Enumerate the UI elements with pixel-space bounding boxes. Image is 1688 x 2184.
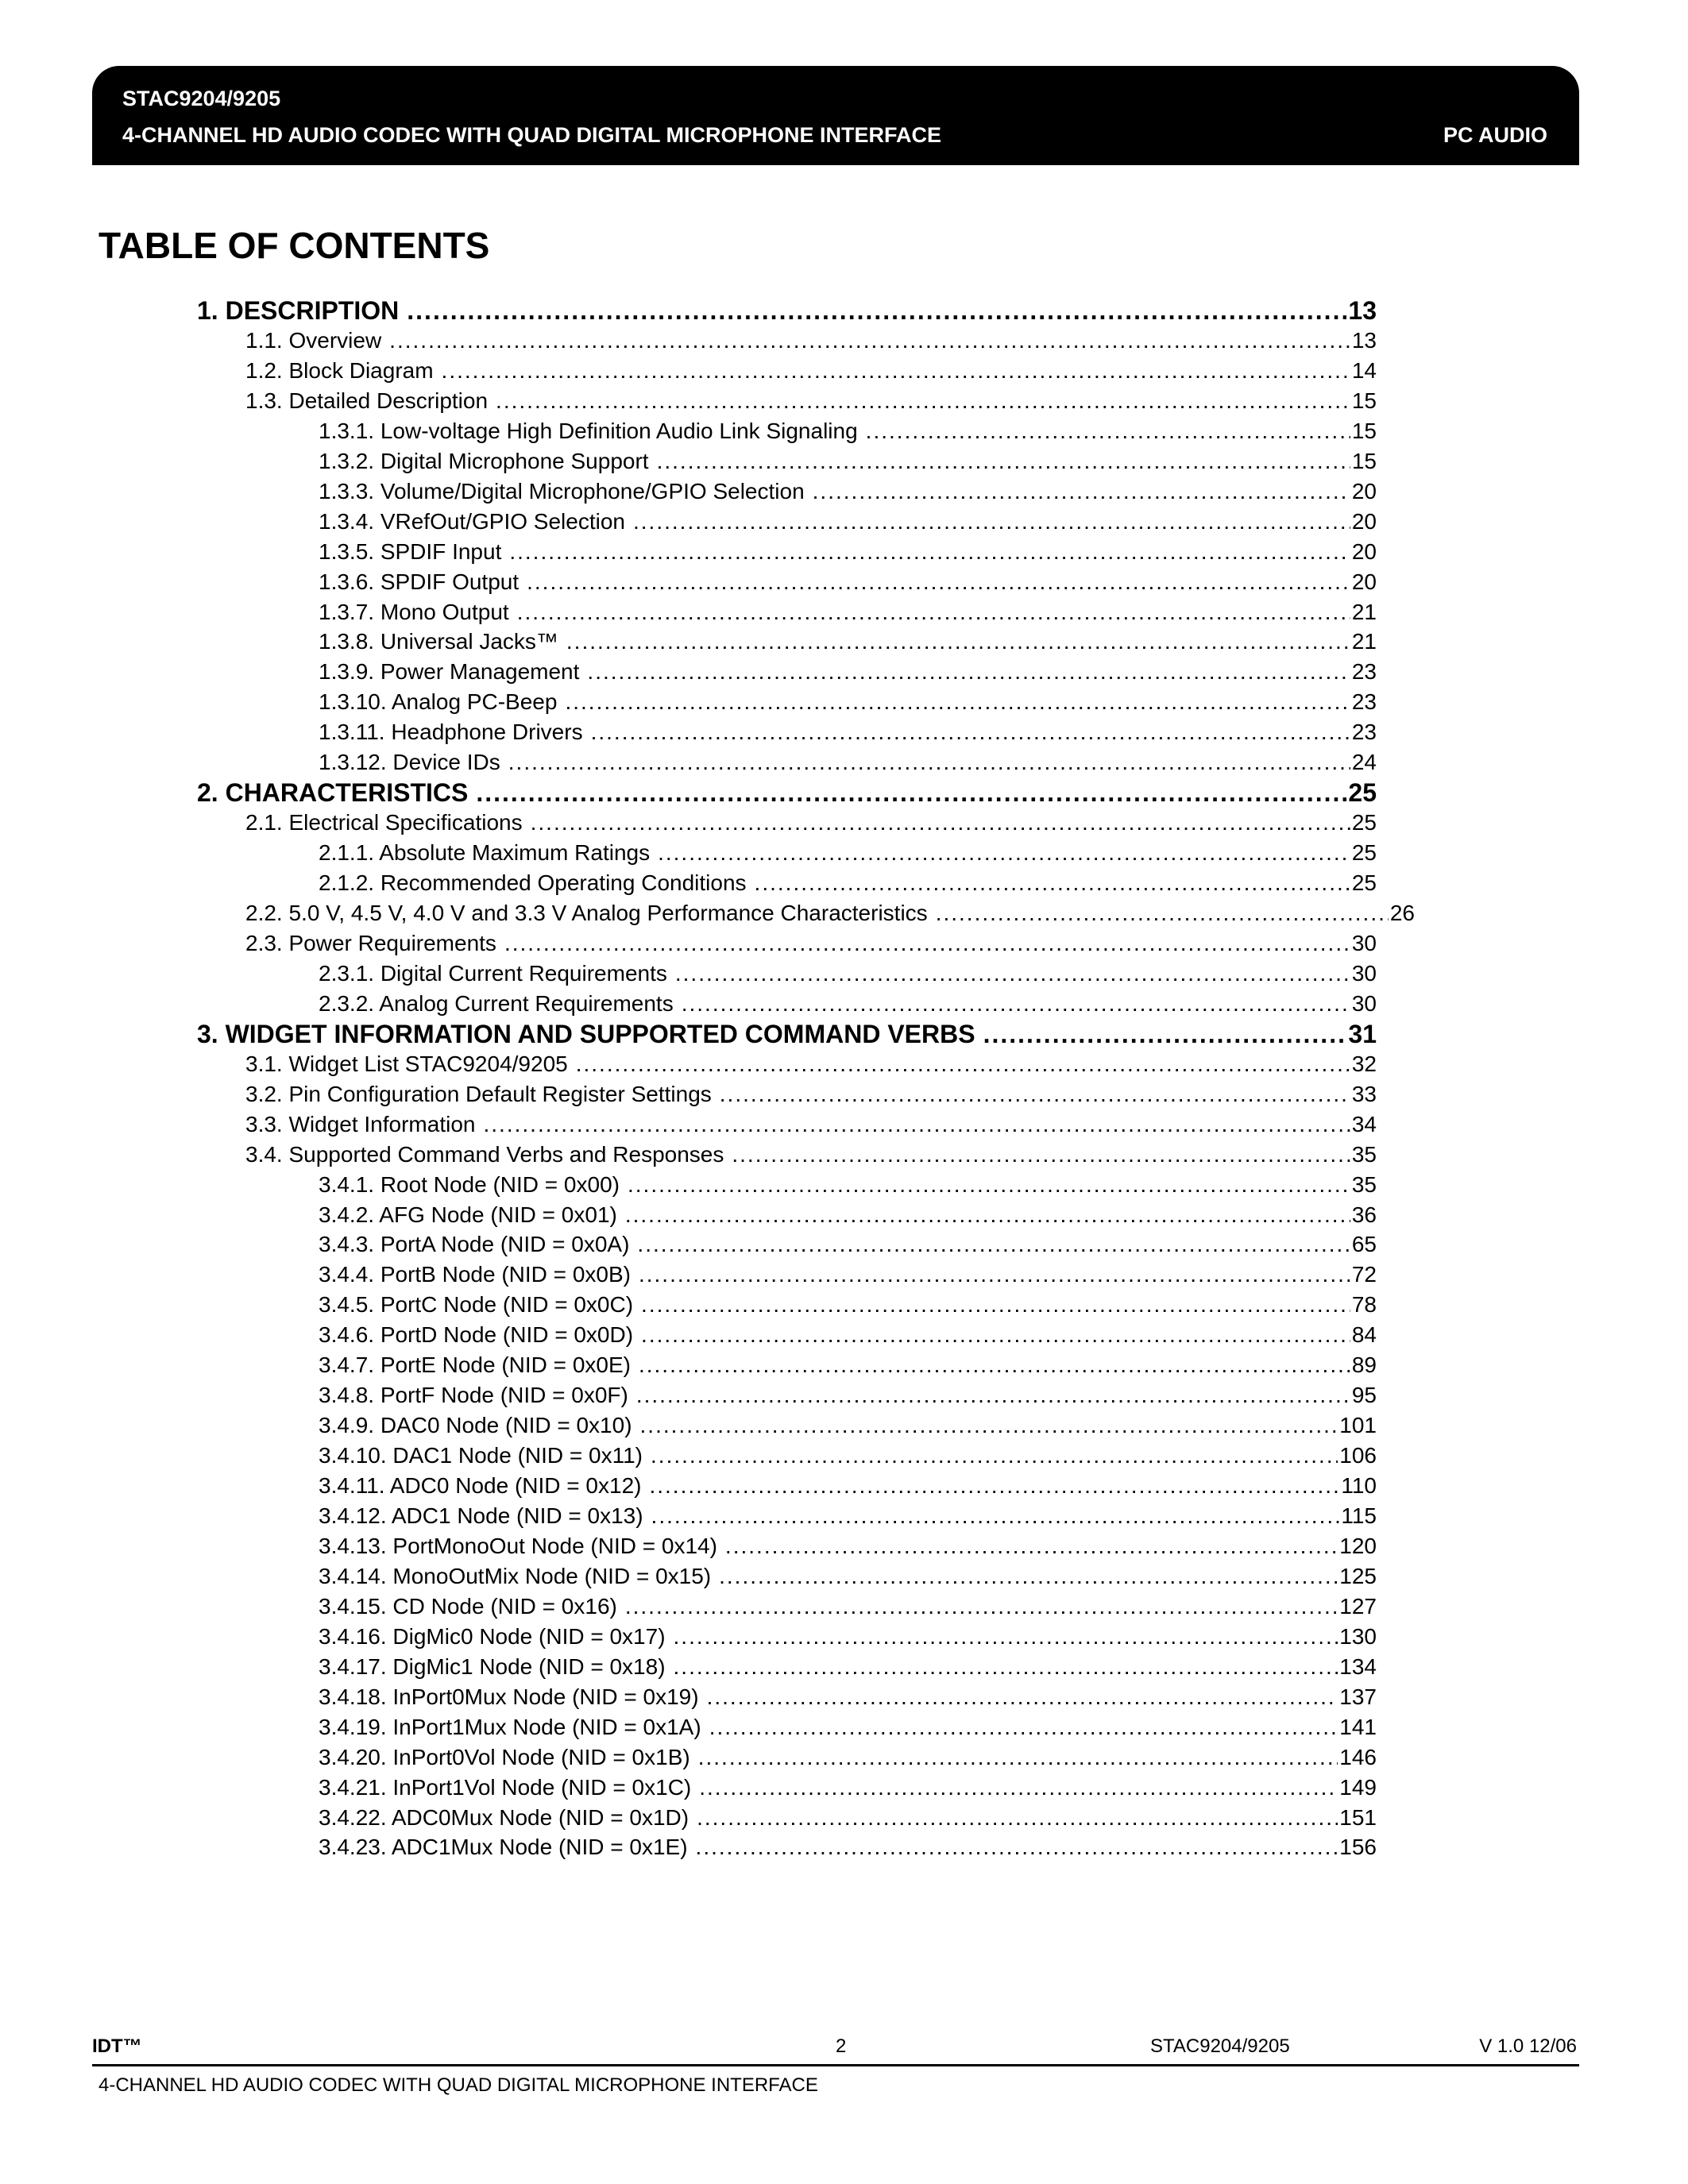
footer-divider bbox=[92, 2064, 1579, 2066]
toc-leader-dots bbox=[565, 687, 1350, 717]
toc-entry-label: 3.4.22. ADC0Mux Node (NID = 0x1D) bbox=[319, 1804, 689, 1830]
toc-entry[interactable] bbox=[319, 1441, 1377, 1471]
toc-leader-dots bbox=[707, 1682, 1338, 1712]
toc-entry-page: 125 bbox=[1339, 1563, 1377, 1588]
toc-entry[interactable] bbox=[319, 446, 1377, 477]
toc-leader-dots bbox=[587, 657, 1350, 687]
toc-entry-page: 15 bbox=[1351, 388, 1377, 413]
toc-leader-dots bbox=[504, 928, 1350, 959]
toc-entry[interactable] bbox=[319, 989, 1377, 1019]
toc-entry-label: 3.2. Pin Configuration Default Register Settings bbox=[245, 1081, 712, 1106]
toc-entry[interactable] bbox=[319, 687, 1377, 717]
toc-entry[interactable] bbox=[319, 1622, 1377, 1652]
toc-leader-dots bbox=[576, 1049, 1350, 1079]
toc-entry-page: 13 bbox=[1351, 327, 1377, 353]
toc-entry-page: 25 bbox=[1351, 810, 1377, 835]
toc-entry-label: 3.4.3. PortA Node (NID = 0x0A) bbox=[319, 1232, 630, 1257]
footer-subtitle: 4-CHANNEL HD AUDIO CODEC WITH QUAD DIGITAL MICROPHONE INTERFACE bbox=[98, 2074, 818, 2096]
toc-entry[interactable] bbox=[245, 1079, 1377, 1109]
toc-entry[interactable] bbox=[197, 1019, 1377, 1049]
toc-entry[interactable] bbox=[319, 1742, 1377, 1773]
toc-entry-page: 65 bbox=[1351, 1232, 1377, 1257]
header-category: PC AUDIO bbox=[1443, 123, 1547, 147]
toc-leader-dots bbox=[697, 1803, 1338, 1833]
toc-entry[interactable] bbox=[197, 778, 1377, 808]
toc-entry-page: 110 bbox=[1341, 1473, 1377, 1499]
toc-entry-page: 78 bbox=[1351, 1292, 1377, 1318]
toc-entry-label: 2.2. 5.0 V, 4.5 V, 4.0 V and 3.3 V Analog Performance Characteristics bbox=[245, 901, 928, 925]
toc-leader-dots bbox=[732, 1140, 1350, 1170]
toc-entry[interactable] bbox=[319, 1320, 1377, 1350]
toc-leader-dots bbox=[625, 1200, 1350, 1230]
toc-entry[interactable] bbox=[319, 1471, 1377, 1501]
toc-entry[interactable] bbox=[245, 1109, 1377, 1140]
toc-entry-label: 1.3.1. Low-voltage High Definition Audio Link Signaling bbox=[319, 418, 858, 443]
toc-entry[interactable] bbox=[319, 1380, 1377, 1410]
toc-leader-dots bbox=[531, 808, 1350, 838]
header-subtitle: 4-CHANNEL HD AUDIO CODEC WITH QUAD DIGITAL MICROPHONE INTERFACE bbox=[122, 123, 942, 147]
toc-entry-page: 15 bbox=[1351, 418, 1377, 443]
toc-entry-page: 34 bbox=[1351, 1111, 1377, 1136]
toc-entry-label: 2. CHARACTERISTICS bbox=[197, 778, 469, 808]
toc-leader-dots bbox=[476, 778, 1346, 808]
toc-entry-label: 3.4.16. DigMic0 Node (NID = 0x17) bbox=[319, 1623, 666, 1649]
toc-entry-page: 25 bbox=[1351, 870, 1377, 896]
toc-entry-label: 3.4.1. Root Node (NID = 0x00) bbox=[319, 1171, 620, 1197]
footer-part-number: STAC9204/9205 bbox=[1150, 2035, 1290, 2057]
toc-entry-page: 141 bbox=[1339, 1714, 1377, 1739]
toc-entry-page: 20 bbox=[1351, 538, 1377, 564]
page-title: TABLE OF CONTENTS bbox=[98, 225, 490, 266]
toc-entry-label: 3.4.17. DigMic1 Node (NID = 0x18) bbox=[319, 1653, 666, 1679]
toc-entry[interactable] bbox=[319, 1410, 1377, 1441]
toc-leader-dots bbox=[625, 1592, 1338, 1622]
toc-entry-page: 15 bbox=[1351, 448, 1377, 473]
toc-leader-dots bbox=[720, 1079, 1350, 1109]
toc-entry-label: 1.1. Overview bbox=[245, 327, 382, 353]
toc-entry[interactable] bbox=[319, 1531, 1377, 1561]
toc-leader-dots bbox=[699, 1773, 1338, 1803]
toc-entry-label: 3.4.8. PortF Node (NID = 0x0F) bbox=[319, 1383, 628, 1408]
toc-entry-page: 120 bbox=[1339, 1533, 1377, 1558]
toc-entry-page: 14 bbox=[1351, 357, 1377, 383]
toc-entry-label: 3.4.14. MonoOutMix Node (NID = 0x15) bbox=[319, 1563, 712, 1588]
toc-entry-page: 26 bbox=[1389, 901, 1415, 925]
toc-entry-label: 1.2. Block Diagram bbox=[245, 357, 434, 383]
toc-entry-page: 30 bbox=[1351, 960, 1377, 986]
footer-company: IDT™ bbox=[92, 2035, 142, 2057]
toc-leader-dots bbox=[725, 1531, 1338, 1561]
toc-entry-label: 3.4.2. AFG Node (NID = 0x01) bbox=[319, 1202, 617, 1227]
toc-entry-label: 3.4.12. ADC1 Node (NID = 0x13) bbox=[319, 1503, 643, 1528]
header-bar bbox=[92, 66, 1579, 165]
toc-entry[interactable] bbox=[319, 1260, 1377, 1290]
toc-leader-dots bbox=[566, 627, 1350, 657]
toc-entry-page: 156 bbox=[1339, 1835, 1377, 1860]
toc-entry[interactable] bbox=[319, 1561, 1377, 1592]
toc-entry-page: 106 bbox=[1339, 1443, 1377, 1468]
toc-entry[interactable] bbox=[319, 1773, 1377, 1803]
toc-entry-page: 151 bbox=[1339, 1804, 1377, 1830]
toc-entry[interactable] bbox=[319, 537, 1377, 567]
toc-entry-page: 31 bbox=[1348, 1019, 1377, 1048]
toc-entry-label: 3.4.13. PortMonoOut Node (NID = 0x14) bbox=[319, 1533, 717, 1558]
toc-entry-label: 2.1.2. Recommended Operating Conditions bbox=[319, 870, 747, 896]
toc-entry-label: 1.3.3. Volume/Digital Microphone/GPIO Selection bbox=[319, 478, 805, 504]
toc-entry-label: 3.4.6. PortD Node (NID = 0x0D) bbox=[319, 1322, 634, 1348]
toc-leader-dots bbox=[674, 1652, 1338, 1682]
toc-entry-page: 23 bbox=[1351, 689, 1377, 715]
toc-entry[interactable] bbox=[319, 1170, 1377, 1200]
toc-entry-page: 25 bbox=[1351, 840, 1377, 866]
toc-entry[interactable] bbox=[319, 416, 1377, 446]
toc-entry-label: 3.4.9. DAC0 Node (NID = 0x10) bbox=[319, 1413, 632, 1438]
toc-entry[interactable] bbox=[319, 1803, 1377, 1833]
toc-entry-page: 146 bbox=[1339, 1744, 1377, 1769]
toc-entry[interactable] bbox=[319, 1501, 1377, 1531]
toc-leader-dots bbox=[641, 1290, 1350, 1320]
toc-entry-page: 24 bbox=[1351, 750, 1377, 775]
toc-entry[interactable] bbox=[319, 1652, 1377, 1682]
toc-entry-page: 84 bbox=[1351, 1322, 1377, 1348]
header-part-number: STAC9204/9205 bbox=[122, 87, 281, 110]
toc-entry[interactable] bbox=[319, 747, 1377, 778]
toc-entry-label: 2.3.1. Digital Current Requirements bbox=[319, 960, 667, 986]
toc-leader-dots bbox=[682, 989, 1350, 1019]
toc-entry-label: 3.3. Widget Information bbox=[245, 1111, 476, 1136]
toc-leader-dots bbox=[719, 1561, 1338, 1592]
toc-leader-dots bbox=[698, 1742, 1338, 1773]
toc-entry[interactable] bbox=[245, 898, 1415, 928]
toc-leader-dots bbox=[866, 416, 1350, 446]
toc-entry[interactable] bbox=[319, 657, 1377, 687]
toc-entry-page: 23 bbox=[1351, 659, 1377, 685]
toc-entry-page: 13 bbox=[1348, 296, 1377, 325]
toc-entry-label: 3.4.19. InPort1Mux Node (NID = 0x1A) bbox=[319, 1714, 701, 1739]
footer-page-number: 2 bbox=[836, 2035, 847, 2057]
toc-entry-label: 2.3.2. Analog Current Requirements bbox=[319, 990, 674, 1016]
toc-leader-dots bbox=[675, 959, 1350, 989]
toc-entry[interactable] bbox=[319, 1350, 1377, 1380]
toc-leader-dots bbox=[442, 356, 1350, 386]
toc-entry-label: 1.3.12. Device IDs bbox=[319, 750, 500, 775]
toc-leader-dots bbox=[651, 1441, 1338, 1471]
toc-entry-page: 21 bbox=[1351, 629, 1377, 654]
toc-entry-label: 1. DESCRIPTION bbox=[197, 296, 400, 325]
toc-leader-dots bbox=[639, 1260, 1350, 1290]
toc-leader-dots bbox=[389, 326, 1350, 356]
toc-entry[interactable] bbox=[319, 597, 1377, 627]
toc-leader-dots bbox=[591, 717, 1350, 747]
toc-entry-label: 3.4. Supported Command Verbs and Responses bbox=[245, 1141, 724, 1167]
toc-entry-page: 127 bbox=[1339, 1593, 1377, 1619]
toc-entry-page: 130 bbox=[1339, 1623, 1377, 1649]
toc-entry-page: 35 bbox=[1351, 1141, 1377, 1167]
toc-entry-label: 1.3.7. Mono Output bbox=[319, 599, 509, 624]
toc-entry-label: 3.4.20. InPort0Vol Node (NID = 0x1B) bbox=[319, 1744, 690, 1769]
toc-entry-label: 2.1. Electrical Specifications bbox=[245, 810, 523, 835]
toc-leader-dots bbox=[628, 1170, 1350, 1200]
toc-entry-label: 3.4.10. DAC1 Node (NID = 0x11) bbox=[319, 1443, 643, 1468]
toc-entry[interactable] bbox=[319, 1229, 1377, 1260]
toc-entry[interactable] bbox=[319, 868, 1377, 898]
toc-entry-label: 2.3. Power Requirements bbox=[245, 930, 496, 955]
toc-entry[interactable] bbox=[319, 1200, 1377, 1230]
toc-leader-dots bbox=[639, 1350, 1350, 1380]
toc-entry-label: 3.4.18. InPort0Mux Node (NID = 0x19) bbox=[319, 1684, 699, 1709]
toc-entry-label: 3. WIDGET INFORMATION AND SUPPORTED COMMAND VERBS bbox=[197, 1019, 975, 1048]
toc-entry[interactable] bbox=[245, 1049, 1377, 1079]
toc-entry[interactable] bbox=[319, 1290, 1377, 1320]
toc-entry-page: 20 bbox=[1351, 478, 1377, 504]
toc-leader-dots bbox=[657, 446, 1350, 477]
toc-entry-page: 36 bbox=[1351, 1202, 1377, 1227]
toc-leader-dots bbox=[640, 1410, 1338, 1441]
toc-entry-label: 3.4.4. PortB Node (NID = 0x0B) bbox=[319, 1262, 631, 1287]
toc-entry-label: 1.3.2. Digital Microphone Support bbox=[319, 448, 649, 473]
toc-entry-page: 20 bbox=[1351, 508, 1377, 534]
toc-leader-dots bbox=[936, 898, 1389, 928]
toc-entry[interactable] bbox=[245, 356, 1377, 386]
toc-entry[interactable] bbox=[245, 928, 1377, 959]
toc-entry-page: 30 bbox=[1351, 930, 1377, 955]
toc-entry-label: 1.3. Detailed Description bbox=[245, 388, 489, 413]
toc-entry-label: 1.3.11. Headphone Drivers bbox=[319, 720, 583, 745]
toc-entry[interactable] bbox=[319, 717, 1377, 747]
toc-entry-label: 3.4.21. InPort1Vol Node (NID = 0x1C) bbox=[319, 1774, 692, 1800]
toc-leader-dots bbox=[527, 567, 1350, 597]
toc-leader-dots bbox=[483, 1109, 1350, 1140]
toc-entry-page: 32 bbox=[1351, 1051, 1377, 1076]
toc-leader-dots bbox=[633, 507, 1350, 537]
toc-entry-page: 23 bbox=[1351, 720, 1377, 745]
toc-entry-page: 30 bbox=[1351, 990, 1377, 1016]
toc-entry-page: 149 bbox=[1339, 1774, 1377, 1800]
toc-leader-dots bbox=[649, 1471, 1339, 1501]
toc-entry[interactable] bbox=[245, 326, 1377, 356]
toc-entry-page: 134 bbox=[1339, 1653, 1377, 1679]
footer-version: V 1.0 12/06 bbox=[1479, 2035, 1577, 2057]
toc-entry[interactable] bbox=[319, 838, 1377, 868]
toc-entry[interactable] bbox=[319, 1682, 1377, 1712]
toc-entry-page: 35 bbox=[1351, 1171, 1377, 1197]
toc-leader-dots bbox=[696, 1832, 1338, 1862]
toc-entry-label: 3.4.23. ADC1Mux Node (NID = 0x1E) bbox=[319, 1835, 688, 1860]
toc-entry-label: 3.4.7. PortE Node (NID = 0x0E) bbox=[319, 1352, 631, 1378]
toc-entry[interactable] bbox=[319, 1712, 1377, 1742]
toc-entry-page: 95 bbox=[1351, 1383, 1377, 1408]
toc-entry-page: 25 bbox=[1348, 778, 1377, 808]
toc-entry[interactable] bbox=[319, 507, 1377, 537]
toc-leader-dots bbox=[509, 537, 1350, 567]
toc-leader-dots bbox=[637, 1229, 1350, 1260]
toc-leader-dots bbox=[407, 295, 1346, 326]
toc-entry-label: 1.3.6. SPDIF Output bbox=[319, 569, 520, 594]
toc-entry-label: 3.4.15. CD Node (NID = 0x16) bbox=[319, 1593, 617, 1619]
toc-leader-dots bbox=[813, 477, 1350, 507]
toc-entry-page: 33 bbox=[1351, 1081, 1377, 1106]
toc-entry-page: 89 bbox=[1351, 1352, 1377, 1378]
toc-entry[interactable] bbox=[319, 477, 1377, 507]
toc-leader-dots bbox=[651, 1501, 1340, 1531]
toc-leader-dots bbox=[517, 597, 1350, 627]
toc-entry-label: 1.3.10. Analog PC-Beep bbox=[319, 689, 558, 715]
toc-entry[interactable] bbox=[245, 808, 1377, 838]
toc-entry[interactable] bbox=[319, 959, 1377, 989]
toc-entry-page: 72 bbox=[1351, 1262, 1377, 1287]
toc-leader-dots bbox=[508, 747, 1350, 778]
toc-leader-dots bbox=[641, 1320, 1350, 1350]
toc-entry-page: 101 bbox=[1339, 1413, 1377, 1438]
toc-entry-page: 20 bbox=[1351, 569, 1377, 594]
toc-entry-page: 115 bbox=[1341, 1503, 1377, 1528]
toc-entry[interactable] bbox=[319, 1592, 1377, 1622]
toc-entry[interactable] bbox=[319, 567, 1377, 597]
toc-entry-label: 1.3.8. Universal Jacks™ bbox=[319, 629, 558, 654]
toc-entry-page: 21 bbox=[1351, 599, 1377, 624]
toc-entry-page: 137 bbox=[1339, 1684, 1377, 1709]
toc-leader-dots bbox=[674, 1622, 1338, 1652]
toc-entry-label: 1.3.9. Power Management bbox=[319, 659, 580, 685]
toc-leader-dots bbox=[496, 386, 1350, 416]
toc-entry-label: 3.4.11. ADC0 Node (NID = 0x12) bbox=[319, 1473, 642, 1499]
toc-entry[interactable] bbox=[245, 386, 1377, 416]
toc-entry-label: 3.4.5. PortC Node (NID = 0x0C) bbox=[319, 1292, 634, 1318]
toc-entry-label: 1.3.4. VRefOut/GPIO Selection bbox=[319, 508, 625, 534]
toc-leader-dots bbox=[755, 868, 1350, 898]
toc-leader-dots bbox=[983, 1019, 1347, 1049]
toc-entry-label: 3.1. Widget List STAC9204/9205 bbox=[245, 1051, 568, 1076]
toc-leader-dots bbox=[658, 838, 1350, 868]
toc-entry[interactable] bbox=[319, 627, 1377, 657]
toc-leader-dots bbox=[709, 1712, 1338, 1742]
toc-leader-dots bbox=[636, 1380, 1350, 1410]
toc-entry-label: 2.1.1. Absolute Maximum Ratings bbox=[319, 840, 651, 866]
toc-entry[interactable] bbox=[197, 295, 1377, 326]
toc-entry[interactable] bbox=[245, 1140, 1377, 1170]
toc-entry-label: 1.3.5. SPDIF Input bbox=[319, 538, 502, 564]
toc-entry[interactable] bbox=[319, 1832, 1377, 1862]
